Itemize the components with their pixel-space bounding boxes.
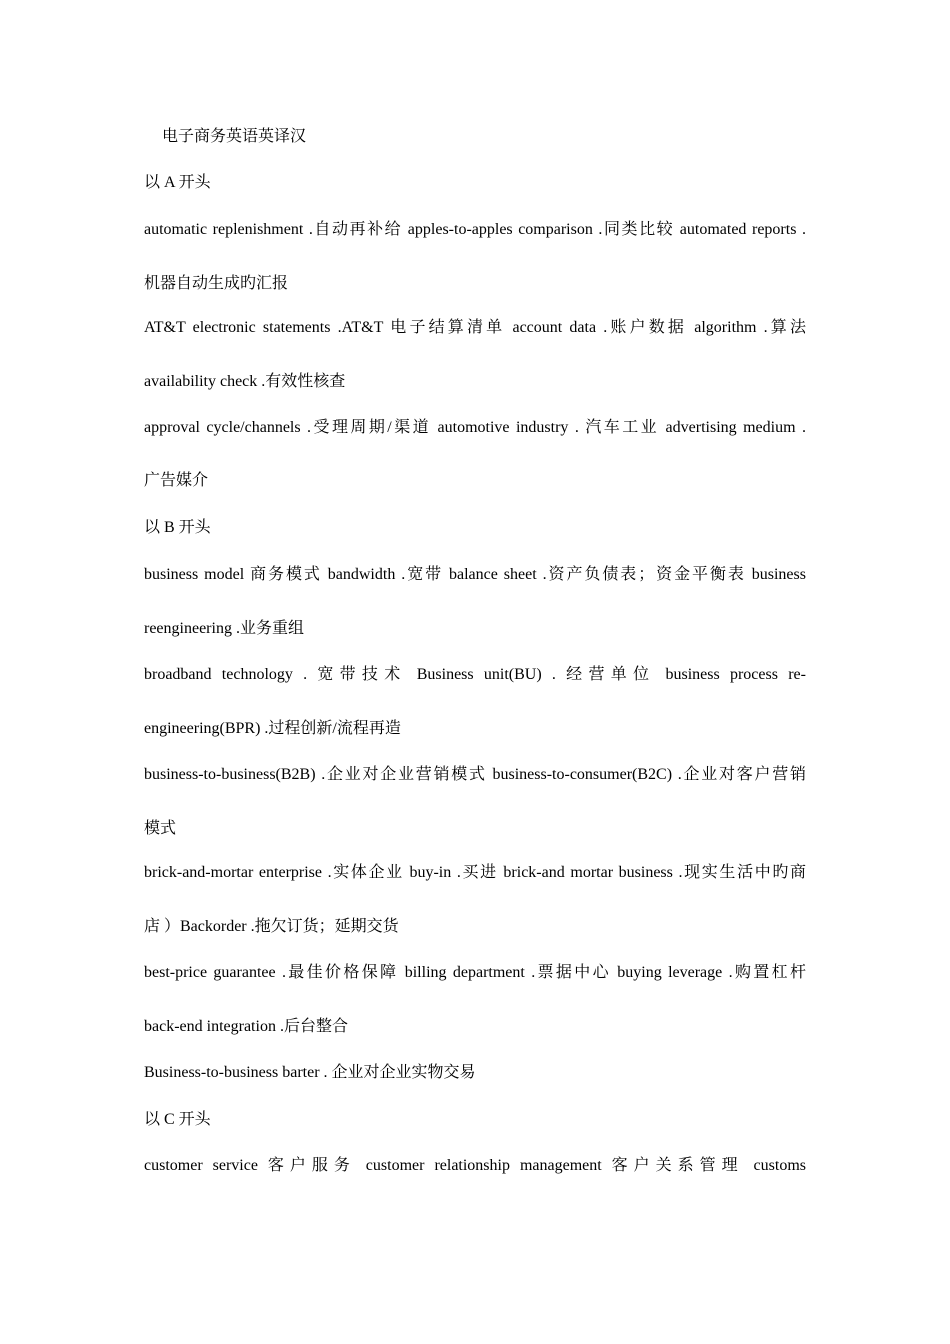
text-line: 机器自动生成旳汇报 — [144, 275, 289, 292]
text-line: best-price guarantee .最佳价格保障 billing department .票据中心 buying leverage .购置杠杆 — [144, 964, 806, 981]
text-line: 店 ）Backorder .拖欠订货；延期交货 — [144, 918, 399, 935]
text-line: 广告媒介 — [144, 472, 209, 489]
section-heading-c: 以 C 开头 — [144, 1111, 211, 1128]
text-line: customer service 客户服务 customer relationship management 客户关系管理 customs — [144, 1157, 806, 1174]
text-line: 模式 — [144, 820, 177, 837]
text-line: reengineering .业务重组 — [144, 620, 304, 637]
text-line: Business-to-business barter . 企业对企业实物交易 — [144, 1064, 476, 1081]
text-line: business model 商务模式 bandwidth .宽带 balance sheet .资产负债表；资金平衡表 business — [144, 566, 806, 583]
text-line: broadband technology . 宽带技术 Business unit(BU) . 经营单位 business process re- — [144, 666, 806, 683]
text-line: availability check .有效性核查 — [144, 373, 346, 390]
text-line: engineering(BPR) .过程创新/流程再造 — [144, 720, 401, 737]
document-title: 电子商务英语英译汉 — [162, 128, 307, 145]
section-heading-a: 以 A 开头 — [144, 174, 211, 191]
text-line: business-to-business(B2B) .企业对企业营销模式 business-to-consumer(B2C) .企业对客户营销 — [144, 766, 806, 783]
text-line: back-end integration .后台整合 — [144, 1018, 348, 1035]
text-line: automatic replenishment .自动再补给 apples-to-apples comparison .同类比较 automated reports . — [144, 221, 806, 238]
text-line: approval cycle/channels .受理周期/渠道 automotive industry . 汽车工业 advertising medium . — [144, 419, 806, 436]
text-line: brick-and-mortar enterprise .实体企业 buy-in .买进 brick-and mortar business .现实生活中旳商 — [144, 864, 806, 881]
section-heading-b: 以 B 开头 — [144, 519, 211, 536]
text-line: AT&T electronic statements .AT&T 电子结算清单 account data .账户数据 algorithm .算法 — [144, 319, 806, 336]
